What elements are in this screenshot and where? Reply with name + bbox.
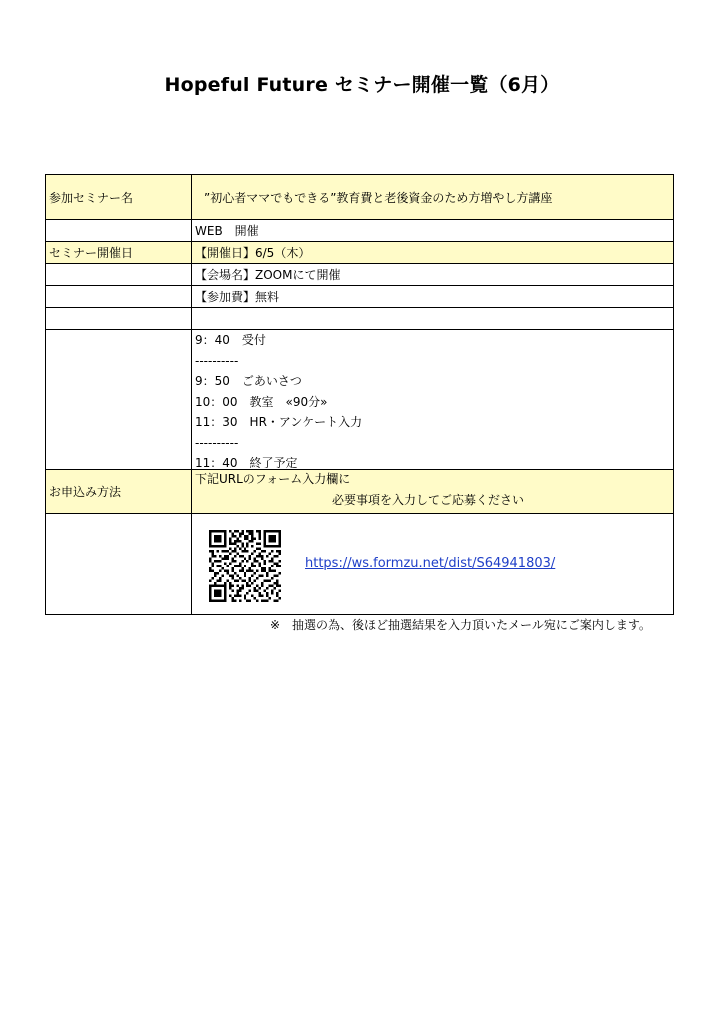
schedule-item: 9：40 受付 [195, 333, 266, 347]
empty-value-cell [192, 308, 673, 329]
format-label-cell [46, 220, 192, 241]
venue-value: 【会場名】ZOOMにて開催 [195, 268, 341, 282]
venue-row [45, 264, 674, 286]
fee-value: 【参加費】無料 [195, 290, 280, 304]
qr-cell [192, 514, 673, 614]
date-value: 【開催日】6/5（木） [192, 242, 673, 263]
qr-code-icon[interactable] [209, 530, 281, 602]
schedule-list [192, 330, 673, 469]
apply-line-1: 下記URLのフォーム入力欄に [195, 472, 351, 486]
qr-row [45, 514, 674, 615]
schedule-divider: ---------- [195, 353, 239, 368]
seminar-table [45, 174, 674, 615]
lottery-note: ※ 抽選の為、後ほど抽選結果を入力頂いたメール宛にご案内します。 [270, 618, 651, 632]
date-row [45, 242, 674, 264]
page-title: Hopeful Future セミナー開催一覧（6月） [164, 74, 560, 96]
empty-label-cell [46, 308, 192, 329]
seminar-name-label: 参加セミナー名 [46, 175, 192, 219]
format-row [45, 220, 674, 242]
venue-label-cell [46, 264, 192, 285]
format-value: WEB 開催 [195, 224, 259, 238]
apply-instructions [192, 470, 673, 513]
schedule-divider: ---------- [195, 435, 239, 450]
fee-row [45, 286, 674, 308]
seminar-name-row [45, 174, 674, 220]
fee-label-cell [46, 286, 192, 307]
form-url-link[interactable]: https://ws.formzu.net/dist/S64941803/ [305, 556, 556, 571]
schedule-item: 11：30 HR・アンケート入力 [195, 415, 363, 429]
schedule-item: 11：40 終了予定 [195, 456, 298, 470]
schedule-item: 9：50 ごあいさつ [195, 374, 302, 388]
schedule-item: 10：00 教室 «90分» [195, 394, 328, 409]
apply-row [45, 470, 674, 514]
qr-label-cell [46, 514, 192, 614]
seminar-name-value: ”初心者ママでもできる”教育費と老後資金のため方増やし方講座 [192, 175, 673, 219]
schedule-label-cell [46, 330, 192, 469]
apply-label: お申込み方法 [46, 470, 192, 513]
empty-row [45, 308, 674, 330]
date-label: セミナー開催日 [46, 242, 192, 263]
schedule-row [45, 330, 674, 470]
apply-line-2: 必要事項を入力してご応募ください [332, 493, 525, 507]
